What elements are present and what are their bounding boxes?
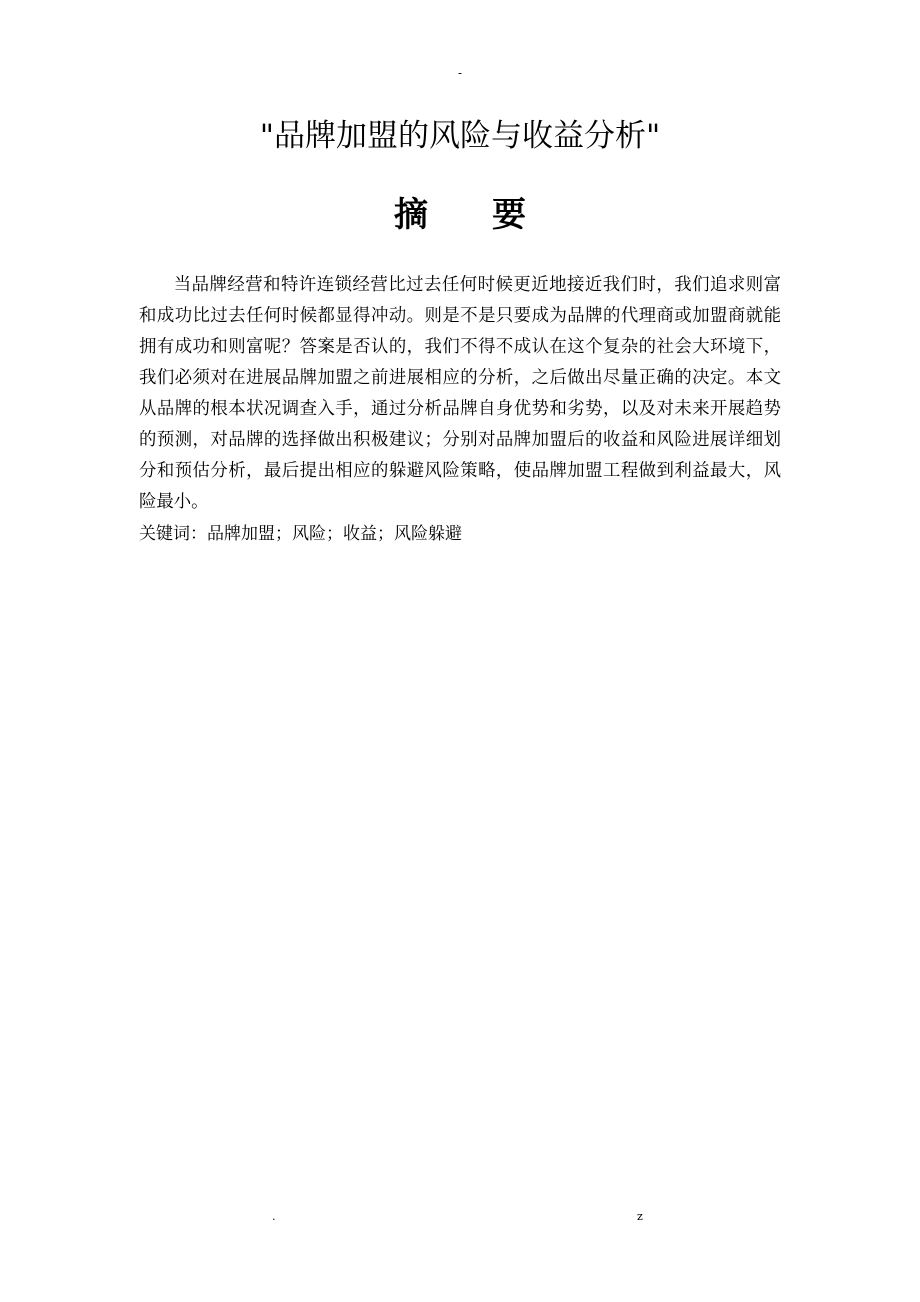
- page-footer-right-mark: z: [637, 1210, 643, 1223]
- abstract-paragraph: 当品牌经营和特许连锁经营比过去任何时候更近地接近我们时，我们追求则富和成功比过去任何时候都显得冲动。则是不是只要成为品牌的代理商或加盟商就能拥有成功和则富呢？答案是否认的，我们不得不成认在这个复杂的社会大环境下，我们必须对在进展品牌加盟之前进展相应的分析，之后做出尽量正确的决定。本文从品牌的根本状况调查入手，通过分析品牌自身优势和劣势，以及对未来开展趋势的预测，对品牌的选择做出积极建议；分别对品牌加盟后的收益和风险进展详细划分和预估分析，最后提出相应的躲避风险策略，使品牌加盟工程做到利益最大，风险最小。: [139, 275, 781, 512]
- keywords-text: 品牌加盟；风险；收益；风险躲避: [207, 524, 462, 544]
- keywords-label: 关键词：: [139, 524, 207, 544]
- keywords-line: [139, 520, 781, 548]
- abstract-heading: 摘要: [394, 195, 590, 235]
- document-title: "品牌加盟的风险与收益分析": [259, 118, 661, 154]
- page-footer-left-mark: .: [272, 1210, 276, 1223]
- page-header-mark: -: [457, 66, 463, 80]
